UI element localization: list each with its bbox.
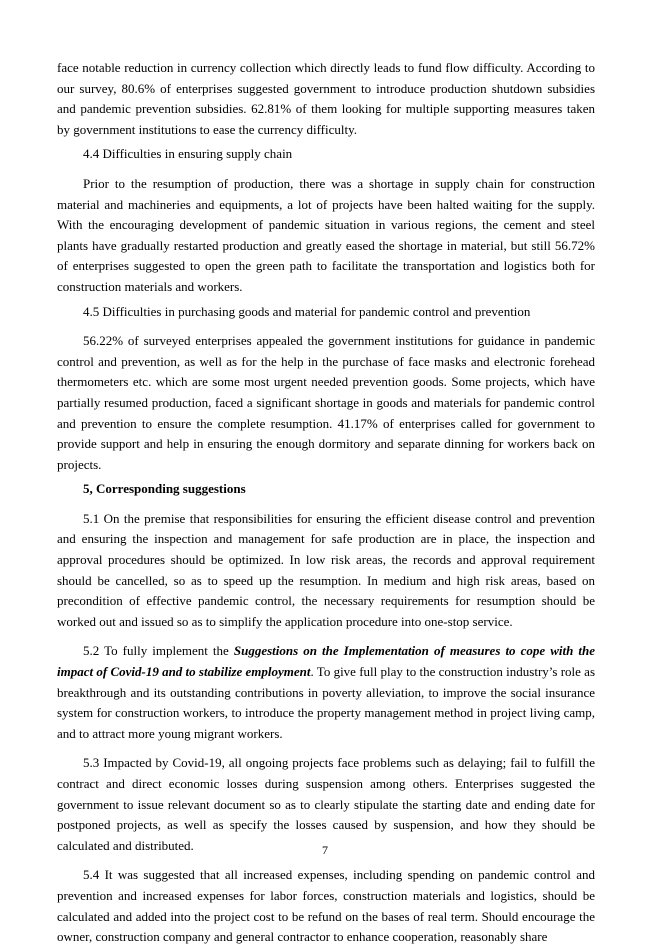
page-number: 7	[322, 843, 328, 857]
paragraph-5-3: 5.3 Impacted by Covid-19, all ongoing projects face problems such as delaying; fail to fulfill the contract and direct economic losses during suspension among others. Enterprises suggested the government to issue relevant document so as to clearly stipulate the starting date and ending date for postponed projects, as well as specify the losses caused by suspension, and how they should be calculated and distributed.	[57, 755, 595, 853]
paragraph-5-1: 5.1 On the premise that responsibilities for ensuring the efficient disease control and prevention and ensuring the inspection and management for safe production are in place, the inspection and approval procedures should be optimized. In low risk areas, the records and approval requirement should be cancelled, so as to speed up the resumption. In medium and high risk areas, based on precondition of effective pandemic control, the necessary requirements for resumption should be worked out and issued so as to simplify the application procedure into one-stop service.	[57, 510, 595, 629]
paragraph-5-2	[57, 641, 595, 744]
paragraph-5-4: 5.4 It was suggested that all increased expenses, including spending on pandemic control and prevention and increased expenses for labor forces, construction materials and logistics, should be calculated and added into the project cost to be refund on the bases of real term. Should encourage the owner, construction company and general contractor to enhance cooperation, reasonably share	[57, 867, 595, 945]
document-body	[57, 58, 595, 949]
paragraph-5-2-text-after: . To give full play to the construction industry’s role as breakthrough and its outstanding contributions in poverty alleviation, to improve the social insurance system for construction workers, to introduce the property management method in project living camp, and to attract more young migrant workers.	[57, 664, 595, 741]
heading-5: 5, Corresponding suggestions	[83, 481, 246, 497]
heading-4-5: 4.5 Difficulties in purchasing goods and material for pandemic control and prevention	[83, 303, 531, 319]
emphasized-document-title: Suggestions on the Implementation of measures to cope with the impact of Covid-19 and to stabilize employment	[57, 643, 595, 680]
heading-4-4: 4.4 Difficulties in ensuring supply chain	[83, 146, 293, 162]
paragraph-4-4: Prior to the resumption of production, there was a shortage in supply chain for construction material and machineries and equipments, a lot of projects have been halted waiting for the supply. With the encouraging development of pandemic situation in various regions, the cement and steel plants have gradually restarted production and greatly eased the shortage in material, but still 56.72% of enterprises suggested to open the green path to facilitate the transportation and logistics both for construction materials and workers.	[57, 175, 595, 294]
paragraph-4-5: 56.22% of surveyed enterprises appealed the government institutions for guidance in pandemic control and prevention, as well as for the help in the purchase of face masks and electronic forehead thermometers etc. which are some most urgent needed prevention goods. Some projects, which have partially resumed production, faced a significant shortage in goods and materials for pandemic control and prevention to ensure the complete resumption. 41.17% of enterprises called for government to provide support and help in ensuring the enough dormitory and separate dinning for workers back on projects.	[57, 333, 595, 472]
paragraph-continued: face notable reduction in currency collection which directly leads to fund flow difficulty. According to our survey, 80.6% of enterprises suggested government to introduce production shutdown subsidies and pandemic prevention subsidies. 62.81% of them looking for multiple supporting measures taken by government institutions to ease the currency difficulty.	[57, 60, 595, 137]
paragraph-5-2-text-before: 5.2 To fully implement the	[83, 643, 234, 659]
